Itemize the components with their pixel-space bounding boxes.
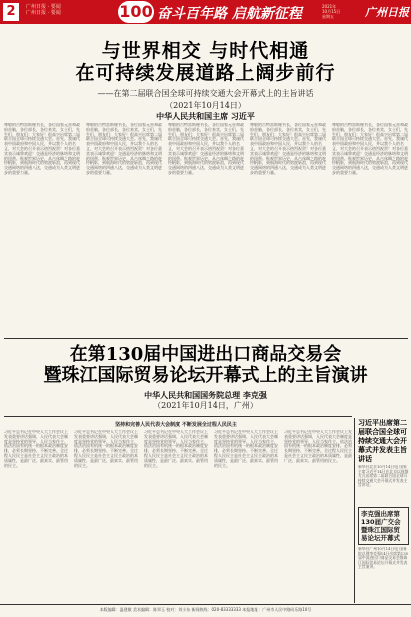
article1-column: 尊敬的古特雷斯秘书长，各位国家元首和政府首脑，各位部长，各位来宾，女士们，先生们，朋友们：大家好！很高兴出席第二届联合国全球可持续交通大会。首先，我谨代表中国政府和中国人民，并以我个人的名义，对大会的召开表示热烈祝贺！对各位嘉宾表示诚挚欢迎！交通是经济的脉络和文明的纽带。纵观世界历史，从古丝绸之路的驼铃帆影，到航海时代的劈波斩浪，再到现代交通网络的四通八达，交通成为人类文明进步的重要力量。	[332, 123, 408, 175]
page-number: 2	[3, 3, 19, 21]
sidebar-headline: 习近平出席第二届联合国全球可持续交通大会开幕式并发表主旨讲话	[358, 419, 407, 463]
article1-title-line2: 在可持续发展道路上阔步前行	[75, 62, 336, 84]
section-line: 广州日报 · 要闻	[26, 10, 61, 16]
article1-column: 尊敬的古特雷斯秘书长，各位国家元首和政府首脑，各位部长，各位来宾，女士们，先生们，朋友们：大家好！很高兴出席第二届联合国全球可持续交通大会。首先，我谨代表中国政府和中国人民，并以我个人的名义，对大会的召开表示热烈祝贺！对各位嘉宾表示诚挚欢迎！交通是经济的脉络和文明的纽带。纵观世界历史，从古丝绸之路的驼铃帆影，到航海时代的劈波斩浪，再到现代交通网络的四通八达，交通成为人类文明进步的重要力量。	[86, 123, 162, 175]
news-sidebar	[356, 418, 411, 603]
section-divider	[4, 338, 408, 339]
date-line: 星期五	[322, 14, 334, 19]
page-footer: 本版编辑：温建敏 美术编辑：陈翠玉 校对：刘小东 新闻热线：020-83333333 本报地址：广州市人民中路同乐路10号	[0, 604, 411, 614]
date-line: 2021年	[322, 4, 337, 9]
article2-author: 中华人民共和国国务院总理 李克强	[144, 391, 267, 400]
article2-title-line2: 暨珠江国际贸易论坛开幕式上的主旨演讲	[43, 365, 368, 386]
sidebar-body: 新华社广州10月14日电 国务院总理李克强14日出席第130届中国进出口商品交易会暨珠江国际贸易论坛开幕式并发表主旨演讲。	[358, 547, 409, 570]
bottom-column: 习近平总书记在中央人大工作会议上发表重要讲话强调，人民代表大会制度是坚持党的领导、人民当家作主、依法治国有机统一的根本政治制度安排，必须长期坚持、不断完善。全过程人民民主是社会主义民主政治的本质属性，是最广泛、最真实、最管用的民主。	[4, 430, 68, 468]
sidebar-body: 新华社北京10月14日电 国家主席习近平14日在北京以视频方式出席第二届联合国全球可持续交通大会开幕式并发表主旨讲话。	[358, 465, 409, 488]
article1-column: 尊敬的古特雷斯秘书长，各位国家元首和政府首脑，各位部长，各位来宾，女士们，先生们，朋友们：大家好！很高兴出席第二届联合国全球可持续交通大会。首先，我谨代表中国政府和中国人民，并以我个人的名义，对大会的召开表示热烈祝贺！对各位嘉宾表示诚挚欢迎！交通是经济的脉络和文明的纽带。纵观世界历史，从古丝绸之路的驼铃帆影，到航海时代的劈波斩浪，再到现代交通网络的四通八达，交通成为人类文明进步的重要力量。	[4, 123, 80, 175]
sidebar-divider	[354, 418, 355, 603]
bottom-column: 习近平总书记在中央人大工作会议上发表重要讲话强调，人民代表大会制度是坚持党的领导、人民当家作主、依法治国有机统一的根本政治制度安排，必须长期坚持、不断完善。全过程人民民主是社会主义民主政治的本质属性，是最广泛、最真实、最管用的民主。	[284, 430, 352, 463]
banner-slogan: 奋斗百年路 启航新征程	[157, 6, 302, 22]
article1-title-line1: 与世界相交 与时代相通	[101, 40, 310, 62]
article1-column: 尊敬的古特雷斯秘书长，各位国家元首和政府首脑，各位部长，各位来宾，女士们，先生们，朋友们：大家好！很高兴出席第二届联合国全球可持续交通大会。首先，我谨代表中国政府和中国人民，并以我个人的名义，对大会的召开表示热烈祝贺！对各位嘉宾表示诚挚欢迎！交通是经济的脉络和文明的纽带。纵观世界历史，从古丝绸之路的驼铃帆影，到航海时代的劈波斩浪，再到现代交通网络的四通八达，交通成为人类文明进步的重要力量。	[250, 123, 326, 175]
section-label	[26, 4, 86, 16]
bottom-column: 习近平总书记在中央人大工作会议上发表重要讲话强调，人民代表大会制度是坚持党的领导、人民当家作主、依法治国有机统一的根本政治制度安排，必须长期坚持、不断完善。全过程人民民主是社会主义民主政治的本质属性，是最广泛、最真实、最管用的民主。	[74, 430, 138, 468]
sidebar-boxed-headline: 李克强出席第130届广交会暨珠江国际贸易论坛开幕式	[358, 507, 409, 545]
centenary-logo: 100	[119, 2, 153, 21]
masthead-logo: 广州日报	[365, 6, 409, 19]
section-divider	[4, 416, 352, 417]
article1-author: 中华人民共和国主席 习近平	[156, 112, 255, 121]
article2-date: （2021年10月14日，广州）	[153, 401, 258, 410]
bottom-column: 习近平总书记在中央人大工作会议上发表重要讲话强调，人民代表大会制度是坚持党的领导、人民当家作主、依法治国有机统一的根本政治制度安排，必须长期坚持、不断完善。全过程人民民主是社会主义民主政治的本质属性，是最广泛、最真实、最管用的民主。	[214, 430, 278, 468]
issue-date	[322, 4, 362, 19]
article1-subtitle: ——在第二届联合国全球可持续交通大会开幕式上的主旨讲话	[97, 89, 314, 98]
bottom-column: 习近平总书记在中央人大工作会议上发表重要讲话强调，人民代表大会制度是坚持党的领导、人民当家作主、依法治国有机统一的根本政治制度安排，必须长期坚持、不断完善。全过程人民民主是社会主义民主政治的本质属性，是最广泛、最真实、最管用的民主。	[144, 430, 208, 468]
top-banner	[0, 0, 411, 24]
bottom-headline: 坚持和完善人民代表大会制度 不断发展全过程人民民主	[115, 422, 237, 428]
article1-date: （2021年10月14日）	[165, 101, 246, 110]
date-line: 10月15日	[322, 9, 341, 14]
section-line: 广州日报 · 要闻	[26, 4, 61, 10]
article2-title-line1: 在第130届中国进出口商品交易会	[69, 344, 342, 365]
article1-column: 尊敬的古特雷斯秘书长，各位国家元首和政府首脑，各位部长，各位来宾，女士们，先生们，朋友们：大家好！很高兴出席第二届联合国全球可持续交通大会。首先，我谨代表中国政府和中国人民，并以我个人的名义，对大会的召开表示热烈祝贺！对各位嘉宾表示诚挚欢迎！交通是经济的脉络和文明的纽带。纵观世界历史，从古丝绸之路的驼铃帆影，到航海时代的劈波斩浪，再到现代交通网络的四通八达，交通成为人类文明进步的重要力量。	[168, 123, 244, 175]
